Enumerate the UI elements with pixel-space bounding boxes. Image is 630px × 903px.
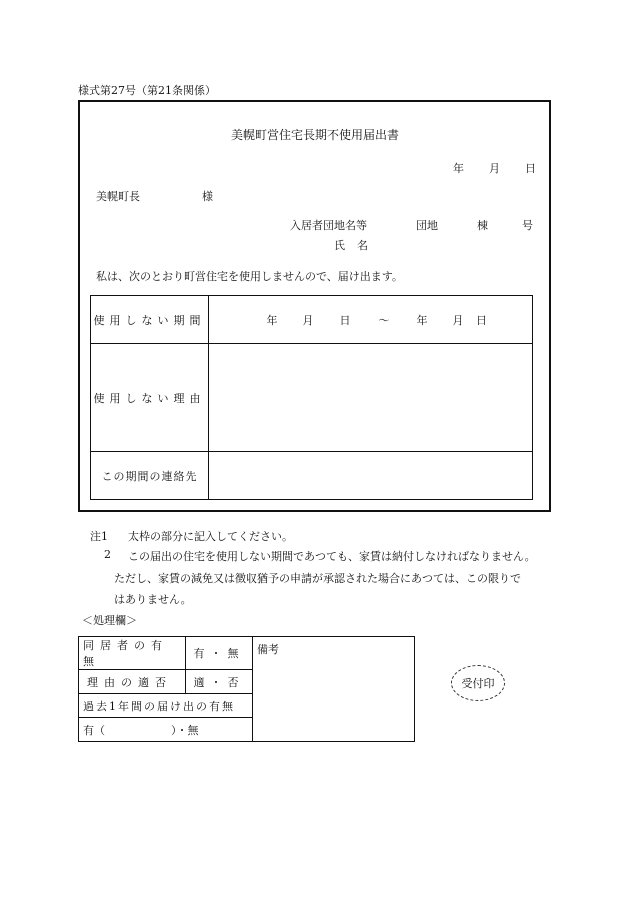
danchi-label: 団地 xyxy=(416,219,438,232)
period-end-day: 日 xyxy=(476,313,487,327)
remarks-label: 備考 xyxy=(257,643,279,656)
date-month: 月 xyxy=(489,162,500,175)
note-2-text: この届出の住宅を使用しない期間であつても、家賃は納付しなければなりません。 xyxy=(128,550,536,563)
past-notice-label: 過去1年間の届け出の有無 xyxy=(79,694,253,718)
period-label: 使用しない期間 xyxy=(91,296,209,344)
reason-field[interactable] xyxy=(209,344,533,452)
note-2-continuation-2: はありません。 xyxy=(114,593,192,606)
cohabitant-label: 同居者の有無 xyxy=(79,637,186,670)
number-label: 号 xyxy=(522,219,533,232)
resident-name-label: 氏名 xyxy=(334,239,380,252)
period-start-year: 年 xyxy=(266,313,278,327)
date-day: 日 xyxy=(525,162,536,175)
period-end-year: 年 xyxy=(416,313,428,327)
reason-validity-value[interactable]: 適・否 xyxy=(186,670,253,694)
period-separator: ～ xyxy=(378,313,390,327)
processing-section-label: ＜処理欄＞ xyxy=(82,614,137,627)
period-value[interactable] xyxy=(209,296,533,344)
declaration-text: 私は、次のとおり町営住宅を使用しませんので、届け出ます。 xyxy=(96,270,403,283)
date-line xyxy=(453,160,536,176)
form-number: 様式第27号（第21条関係） xyxy=(78,84,216,97)
addressee-suffix: 様 xyxy=(202,190,213,203)
reason-validity-label: 理由の適否 xyxy=(79,670,186,694)
reception-stamp: 受付印 xyxy=(451,665,505,701)
remarks-cell[interactable] xyxy=(253,637,415,742)
period-start-day: 日 xyxy=(339,313,351,327)
period-start-month: 月 xyxy=(302,313,314,327)
date-year: 年 xyxy=(453,162,464,175)
processing-table xyxy=(78,636,415,742)
processing-row-cohabitant xyxy=(79,637,415,670)
detail-table xyxy=(90,295,533,500)
period-row xyxy=(91,296,533,344)
form-title: 美幌町営住宅長期不使用届出書 xyxy=(231,128,400,142)
note-2-marker: 2 xyxy=(104,548,111,561)
note-1-marker: 注1 xyxy=(90,530,108,543)
reason-row xyxy=(91,344,533,452)
contact-field[interactable] xyxy=(209,452,533,500)
past-notice-value[interactable]: 有（ ）・無 xyxy=(79,718,253,742)
cohabitant-value[interactable]: 有・無 xyxy=(186,637,253,670)
contact-row xyxy=(91,452,533,500)
resident-address-label: 入居者団地名等 xyxy=(290,219,367,232)
period-end-month: 月 xyxy=(452,313,464,327)
addressee-name: 美幌町長 xyxy=(96,190,140,203)
building-label: 棟 xyxy=(477,219,488,232)
note-2-continuation-1: ただし、家賃の減免又は徴収猶予の申請が承認された場合にあつては、この限りで xyxy=(114,572,521,585)
note-1-text: 太枠の部分に記入してください。 xyxy=(128,530,293,543)
reason-label: 使用しない理由 xyxy=(91,344,209,452)
contact-label: この期間の連絡先 xyxy=(91,452,209,500)
